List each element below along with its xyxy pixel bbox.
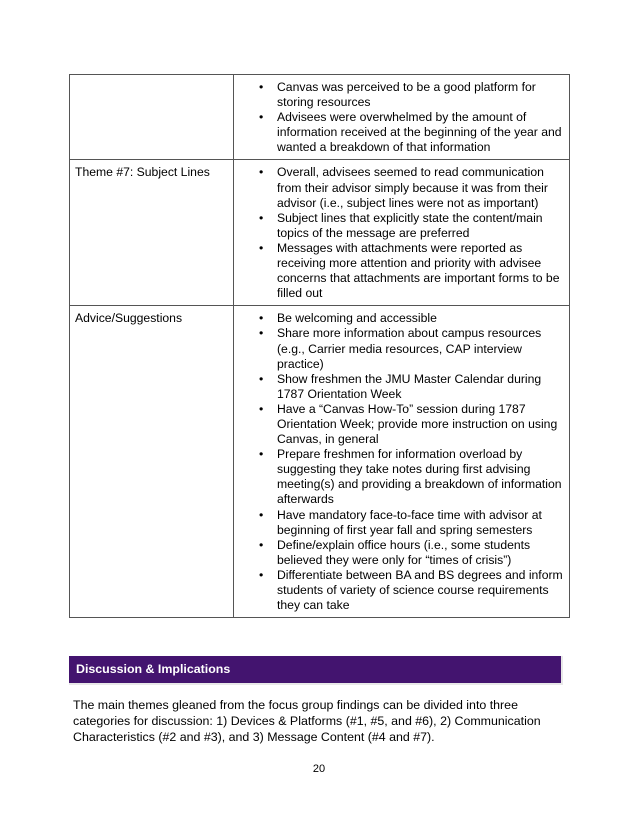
findings-cell: [234, 160, 570, 306]
table-row: [70, 75, 570, 160]
page-number: 20: [312, 763, 326, 775]
list-item: • Messages with attachments were reported as receiving more attention and priority with advisee concerns that attachments are important forms to be filled out: [239, 241, 564, 301]
list-item: • Have mandatory face-to-face time with advisor at beginning of first year fall and spring semesters: [239, 508, 564, 538]
theme-cell: Advice/Suggestions: [70, 306, 234, 618]
findings-table: [69, 74, 570, 618]
list-item: • Show freshmen the JMU Master Calendar during 1787 Orientation Week: [239, 372, 564, 402]
list-item: • Be welcoming and accessible: [239, 311, 564, 326]
findings-list: [239, 311, 564, 613]
list-item: • Have a “Canvas How-To” session during 1787 Orientation Week; provide more instruction on using Canvas, in general: [239, 402, 564, 447]
list-item: • Differentiate between BA and BS degrees and inform students of variety of science course requirements they can take: [239, 568, 564, 613]
theme-cell: [70, 75, 234, 160]
list-item: • Define/explain office hours (i.e., some students believed they were only for “times of crisis”): [239, 538, 564, 568]
findings-list: [239, 165, 564, 301]
findings-cell: [234, 306, 570, 618]
list-item: • Prepare freshmen for information overload by suggesting they take notes during first advising meeting(s) and providing a breakdown of information afterwards: [239, 447, 564, 507]
list-item: • Overall, advisees seemed to read communication from their advisor simply because it was from their advisor (i.e., subject lines were not as important): [239, 165, 564, 210]
discussion-paragraph: The main themes gleaned from the focus group findings can be divided into three categories for discussion: 1) Devices & Platforms (#1, #5, and #6), 2) Communication Characteristics (#2 and #3), and 3) Message Content (#4 and #7).: [73, 698, 541, 745]
theme-cell: Theme #7: Subject Lines: [70, 160, 234, 306]
findings-cell: [234, 75, 570, 160]
findings-table-body: [70, 75, 570, 618]
section-header-discussion: Discussion & Implications: [69, 656, 563, 685]
table-row: [70, 160, 570, 306]
list-item: • Share more information about campus resources (e.g., Carrier media resources, CAP interview practice): [239, 326, 564, 371]
list-item: • Canvas was perceived to be a good platform for storing resources: [239, 80, 564, 110]
list-item: • Advisees were overwhelmed by the amount of information received at the beginning of the year and wanted a breakdown of that information: [239, 110, 564, 155]
list-item: • Subject lines that explicitly state the content/main topics of the message are preferred: [239, 211, 564, 241]
table-row: [70, 306, 570, 618]
findings-list: [239, 80, 564, 155]
